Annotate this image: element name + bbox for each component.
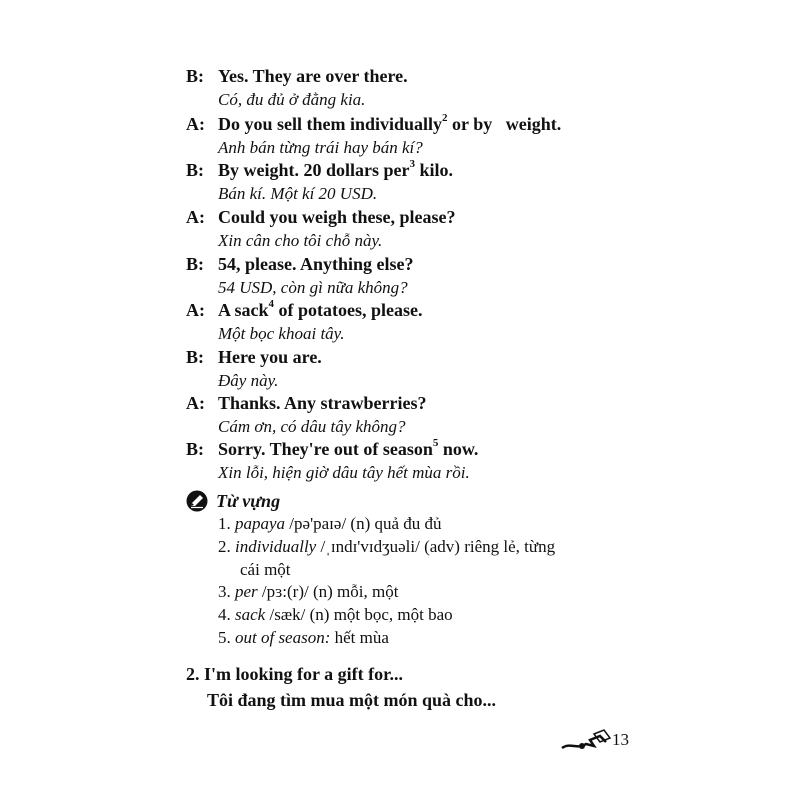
english-line: Could you weigh these, please? bbox=[218, 207, 456, 227]
vietnamese-line: Anh bán từng trái hay bán kí? bbox=[218, 138, 423, 157]
page-number bbox=[560, 728, 629, 752]
speaker-label: A: bbox=[186, 207, 205, 227]
footnote-marker: 3 bbox=[409, 158, 415, 170]
english-line: Thanks. Any strawberries? bbox=[218, 393, 427, 413]
english-line: Here you are. bbox=[218, 347, 322, 367]
vocab-item: 5. out of season: hết mùa bbox=[218, 628, 389, 647]
vocab-definition: /ˌɪndɪ'vɪdʒuəli/ (adv) riêng lẻ, từng bbox=[316, 537, 556, 556]
vietnamese-line: 54 USD, còn gì nữa không? bbox=[218, 278, 408, 297]
vocab-term: individually bbox=[235, 537, 317, 556]
english-line: By weight. 20 dollars per$^3$ kilo. bbox=[218, 158, 454, 180]
footnote-marker: 5 bbox=[432, 437, 439, 449]
vocab-term: per bbox=[235, 582, 258, 601]
vietnamese-line: Xin lỗi, hiện giờ dâu tây hết mùa rồi. bbox=[218, 463, 470, 482]
vocab-header bbox=[186, 490, 280, 512]
english-line: A sack$^4$ of potatoes, please. bbox=[218, 298, 423, 320]
vietnamese-line: Cám ơn, có dâu tây không? bbox=[218, 417, 406, 436]
speaker-label: B: bbox=[186, 347, 204, 367]
speaker-label: B: bbox=[186, 160, 204, 180]
vocab-term: sack bbox=[235, 605, 266, 624]
page-ornament-icon bbox=[560, 728, 612, 752]
vocab-title: Từ vựng bbox=[216, 490, 281, 511]
english-line: 54, please. Anything else? bbox=[218, 254, 414, 274]
vocab-item: 1. papaya /pə'paɪə/ (n) quả đu đủ bbox=[218, 514, 442, 533]
english-line: Do you sell them individually$^2$ or by weight. bbox=[218, 112, 562, 134]
vietnamese-line: Bán kí. Một kí 20 USD. bbox=[218, 184, 378, 203]
vietnamese-line: Có, đu đủ ở đằng kia. bbox=[218, 90, 366, 109]
speaker-label: A: bbox=[186, 393, 205, 413]
page-number-text: 13 bbox=[612, 730, 629, 749]
speaker-label: B: bbox=[186, 439, 204, 459]
vietnamese-line: Xin cân cho tôi chỗ này. bbox=[218, 231, 383, 250]
vocab-term: out of season: bbox=[235, 628, 331, 647]
vocab-definition: /pə'paɪə/ (n) quả đu đủ bbox=[285, 514, 442, 533]
speaker-label: A: bbox=[186, 114, 205, 134]
speaker-label: B: bbox=[186, 66, 204, 86]
vocab-definition: /sæk/ (n) một bọc, một bao bbox=[265, 605, 453, 624]
english-line: Yes. They are over there. bbox=[218, 66, 408, 86]
section-title: 2. I'm looking for a gift for... bbox=[186, 664, 404, 684]
vocab-item: 3. per /pɜ:(r)/ (n) mỗi, một bbox=[218, 582, 399, 601]
pencil-icon bbox=[186, 490, 208, 512]
vocab-item: 2. individually /ˌɪndɪ'vɪdʒuəli/ (adv) riêng lẻ, từng cái một bbox=[218, 537, 556, 579]
vocab-definition: /pɜ:(r)/ (n) mỗi, một bbox=[257, 582, 399, 601]
section-subtitle: Tôi đang tìm mua một món quà cho... bbox=[207, 690, 497, 710]
vocab-definition-continued: cái một bbox=[240, 560, 291, 579]
speaker-label: A: bbox=[186, 300, 205, 320]
vietnamese-line: Đây này. bbox=[218, 371, 279, 390]
vocab-definition: hết mùa bbox=[330, 628, 389, 647]
vietnamese-line: Một bọc khoai tây. bbox=[218, 324, 345, 343]
speaker-label: B: bbox=[186, 254, 204, 274]
english-line: Sorry. They're out of season$^5$ now. bbox=[218, 437, 479, 459]
footnote-marker: 2 bbox=[442, 112, 448, 124]
footnote-marker: 4 bbox=[268, 298, 275, 310]
vocab-item: 4. sack /sæk/ (n) một bọc, một bao bbox=[218, 605, 453, 624]
vocab-term: papaya bbox=[235, 514, 286, 533]
